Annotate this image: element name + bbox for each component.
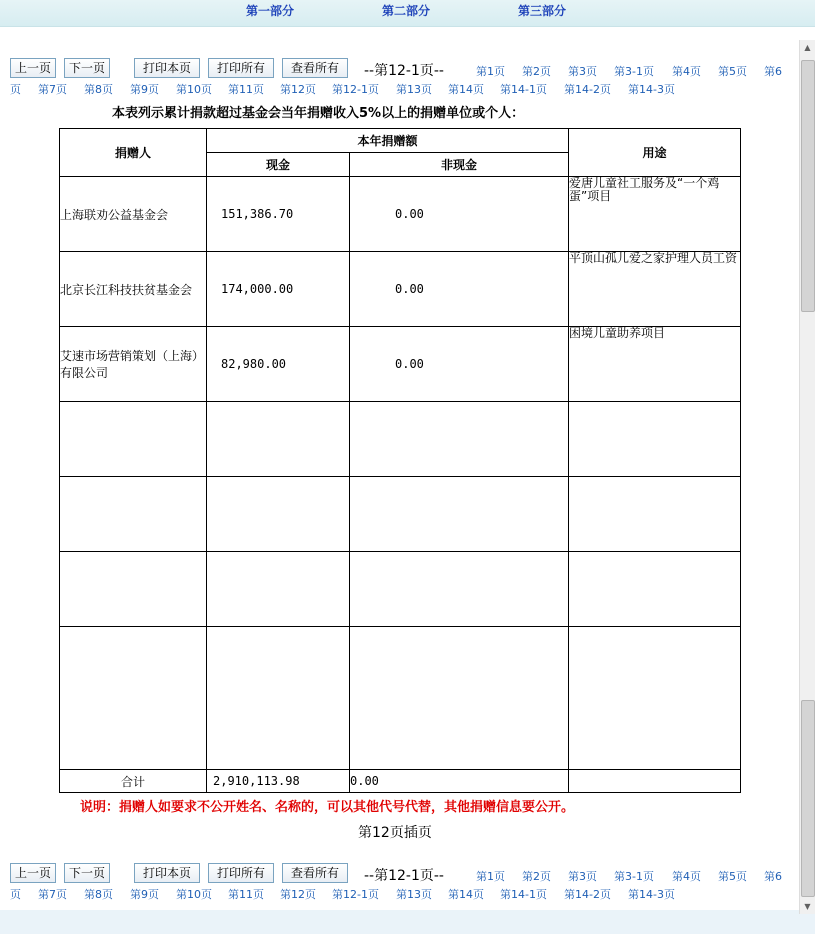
table-row: [60, 252, 741, 327]
page-link[interactable]: 第10页: [176, 888, 212, 901]
page-link[interactable]: 第11页: [228, 888, 264, 901]
page-link[interactable]: 第12页: [280, 888, 316, 901]
donor-cell: 上海联劝公益基金会: [60, 177, 207, 252]
cash-cell: 82,980.00: [207, 327, 350, 402]
section-link-1[interactable]: 第一部分: [246, 4, 295, 18]
header-amount: 本年捐赠额: [207, 129, 569, 153]
donor-table: [59, 128, 741, 793]
cash-cell: 151,386.70: [207, 177, 350, 252]
insert-page-label: 第12页插页: [358, 825, 432, 841]
view-all-button[interactable]: 查看所有: [282, 58, 348, 78]
page-link[interactable]: 第13页: [396, 888, 432, 901]
table-row-empty: [60, 552, 741, 627]
table-intro-text: 本表列示累计捐款超过基金会当年捐赠收入5%以上的捐赠单位或个人：: [112, 106, 525, 121]
noncash-cell: 0.00: [350, 177, 569, 252]
table-row: [60, 327, 741, 402]
vertical-scrollbar[interactable]: [799, 40, 815, 914]
scroll-up-icon[interactable]: ▲: [804, 43, 811, 52]
page-link[interactable]: 第14页: [448, 83, 484, 96]
table-total-row: [60, 770, 741, 793]
header-noncash: 非现金: [350, 153, 569, 177]
prev-page-button[interactable]: 上一页: [10, 863, 56, 883]
top-section-bar: [0, 0, 815, 27]
print-all-button[interactable]: 打印所有: [208, 58, 274, 78]
table-row-empty: [60, 477, 741, 552]
table-row-empty: [60, 627, 741, 770]
page-link[interactable]: 第14页: [448, 888, 484, 901]
page-link[interactable]: 第6: [764, 870, 782, 883]
scrollbar-thumb[interactable]: [801, 60, 815, 312]
page-link[interactable]: 页: [10, 83, 21, 96]
header-purpose: 用途: [569, 129, 741, 177]
page-link[interactable]: 第5页: [718, 870, 747, 883]
purpose-cell: 困境儿童助养项目: [569, 327, 741, 402]
page-link[interactable]: 第3页: [568, 65, 597, 78]
table-row-empty: [60, 402, 741, 477]
current-page-label: --第12-1页--: [364, 63, 444, 79]
prev-page-button[interactable]: 上一页: [10, 58, 56, 78]
scroll-down-icon[interactable]: ▼: [804, 902, 811, 911]
page-link[interactable]: 第8页: [84, 83, 113, 96]
current-page-label: --第12-1页--: [364, 868, 444, 884]
section-link-2[interactable]: 第二部分: [382, 4, 431, 18]
page-link[interactable]: 第3页: [568, 870, 597, 883]
section-link-3[interactable]: 第三部分: [518, 4, 567, 18]
header-donor: 捐赠人: [60, 129, 207, 177]
scrollbar-thumb[interactable]: [801, 700, 815, 897]
page-link[interactable]: 第14-3页: [628, 888, 675, 901]
page-link[interactable]: 第4页: [672, 65, 701, 78]
page-link[interactable]: 第4页: [672, 870, 701, 883]
page-link[interactable]: 第1页: [476, 65, 505, 78]
page-link[interactable]: 第2页: [522, 870, 551, 883]
page-link[interactable]: 页: [10, 888, 21, 901]
next-page-button[interactable]: 下一页: [64, 58, 110, 78]
page-link[interactable]: 第3-1页: [614, 870, 654, 883]
donor-cell: 艾速市场营销策划（上海）有限公司: [60, 327, 207, 402]
purpose-cell: 平顶山孤儿爱之家护理人员工资: [569, 252, 741, 327]
page-link[interactable]: 第2页: [522, 65, 551, 78]
page-link[interactable]: 第8页: [84, 888, 113, 901]
next-page-button[interactable]: 下一页: [64, 863, 110, 883]
page-link[interactable]: 第9页: [130, 888, 159, 901]
table-header-row: [60, 129, 741, 153]
table-row: [60, 177, 741, 252]
page-link[interactable]: 第9页: [130, 83, 159, 96]
bottom-bar: [0, 910, 815, 934]
total-label: 合计: [60, 770, 207, 793]
page-link[interactable]: 第6: [764, 65, 782, 78]
page-link[interactable]: 第12页: [280, 83, 316, 96]
disclosure-note: 说明：捐赠人如要求不公开姓名、名称的，可以其他代号代替，其他捐赠信息要公开。: [80, 800, 575, 815]
view-all-button[interactable]: 查看所有: [282, 863, 348, 883]
noncash-cell: 0.00: [350, 252, 569, 327]
print-page-button[interactable]: 打印本页: [134, 58, 200, 78]
page-link[interactable]: 第12-1页: [332, 888, 379, 901]
page-link[interactable]: 第14-3页: [628, 83, 675, 96]
page-link[interactable]: 第14-2页: [564, 83, 611, 96]
page-link[interactable]: 第1页: [476, 870, 505, 883]
page-link[interactable]: 第12-1页: [332, 83, 379, 96]
page-link[interactable]: 第5页: [718, 65, 747, 78]
page-link[interactable]: 第14-1页: [500, 888, 547, 901]
page-link[interactable]: 第14-2页: [564, 888, 611, 901]
page-link[interactable]: 第14-1页: [500, 83, 547, 96]
donor-cell: 北京长江科技扶贫基金会: [60, 252, 207, 327]
print-page-button[interactable]: 打印本页: [134, 863, 200, 883]
page-link[interactable]: 第11页: [228, 83, 264, 96]
page-link[interactable]: 第7页: [38, 83, 67, 96]
header-cash: 现金: [207, 153, 350, 177]
page-link[interactable]: 第7页: [38, 888, 67, 901]
page-link[interactable]: 第3-1页: [614, 65, 654, 78]
page-link[interactable]: 第10页: [176, 83, 212, 96]
print-all-button[interactable]: 打印所有: [208, 863, 274, 883]
noncash-cell: 0.00: [350, 327, 569, 402]
cash-cell: 174,000.00: [207, 252, 350, 327]
purpose-cell: 爱唐儿童社工服务及“一个鸡蛋”项目: [569, 177, 741, 252]
page-link[interactable]: 第13页: [396, 83, 432, 96]
total-cash: 2,910,113.98: [207, 770, 350, 793]
total-noncash: 0.00: [350, 770, 569, 793]
